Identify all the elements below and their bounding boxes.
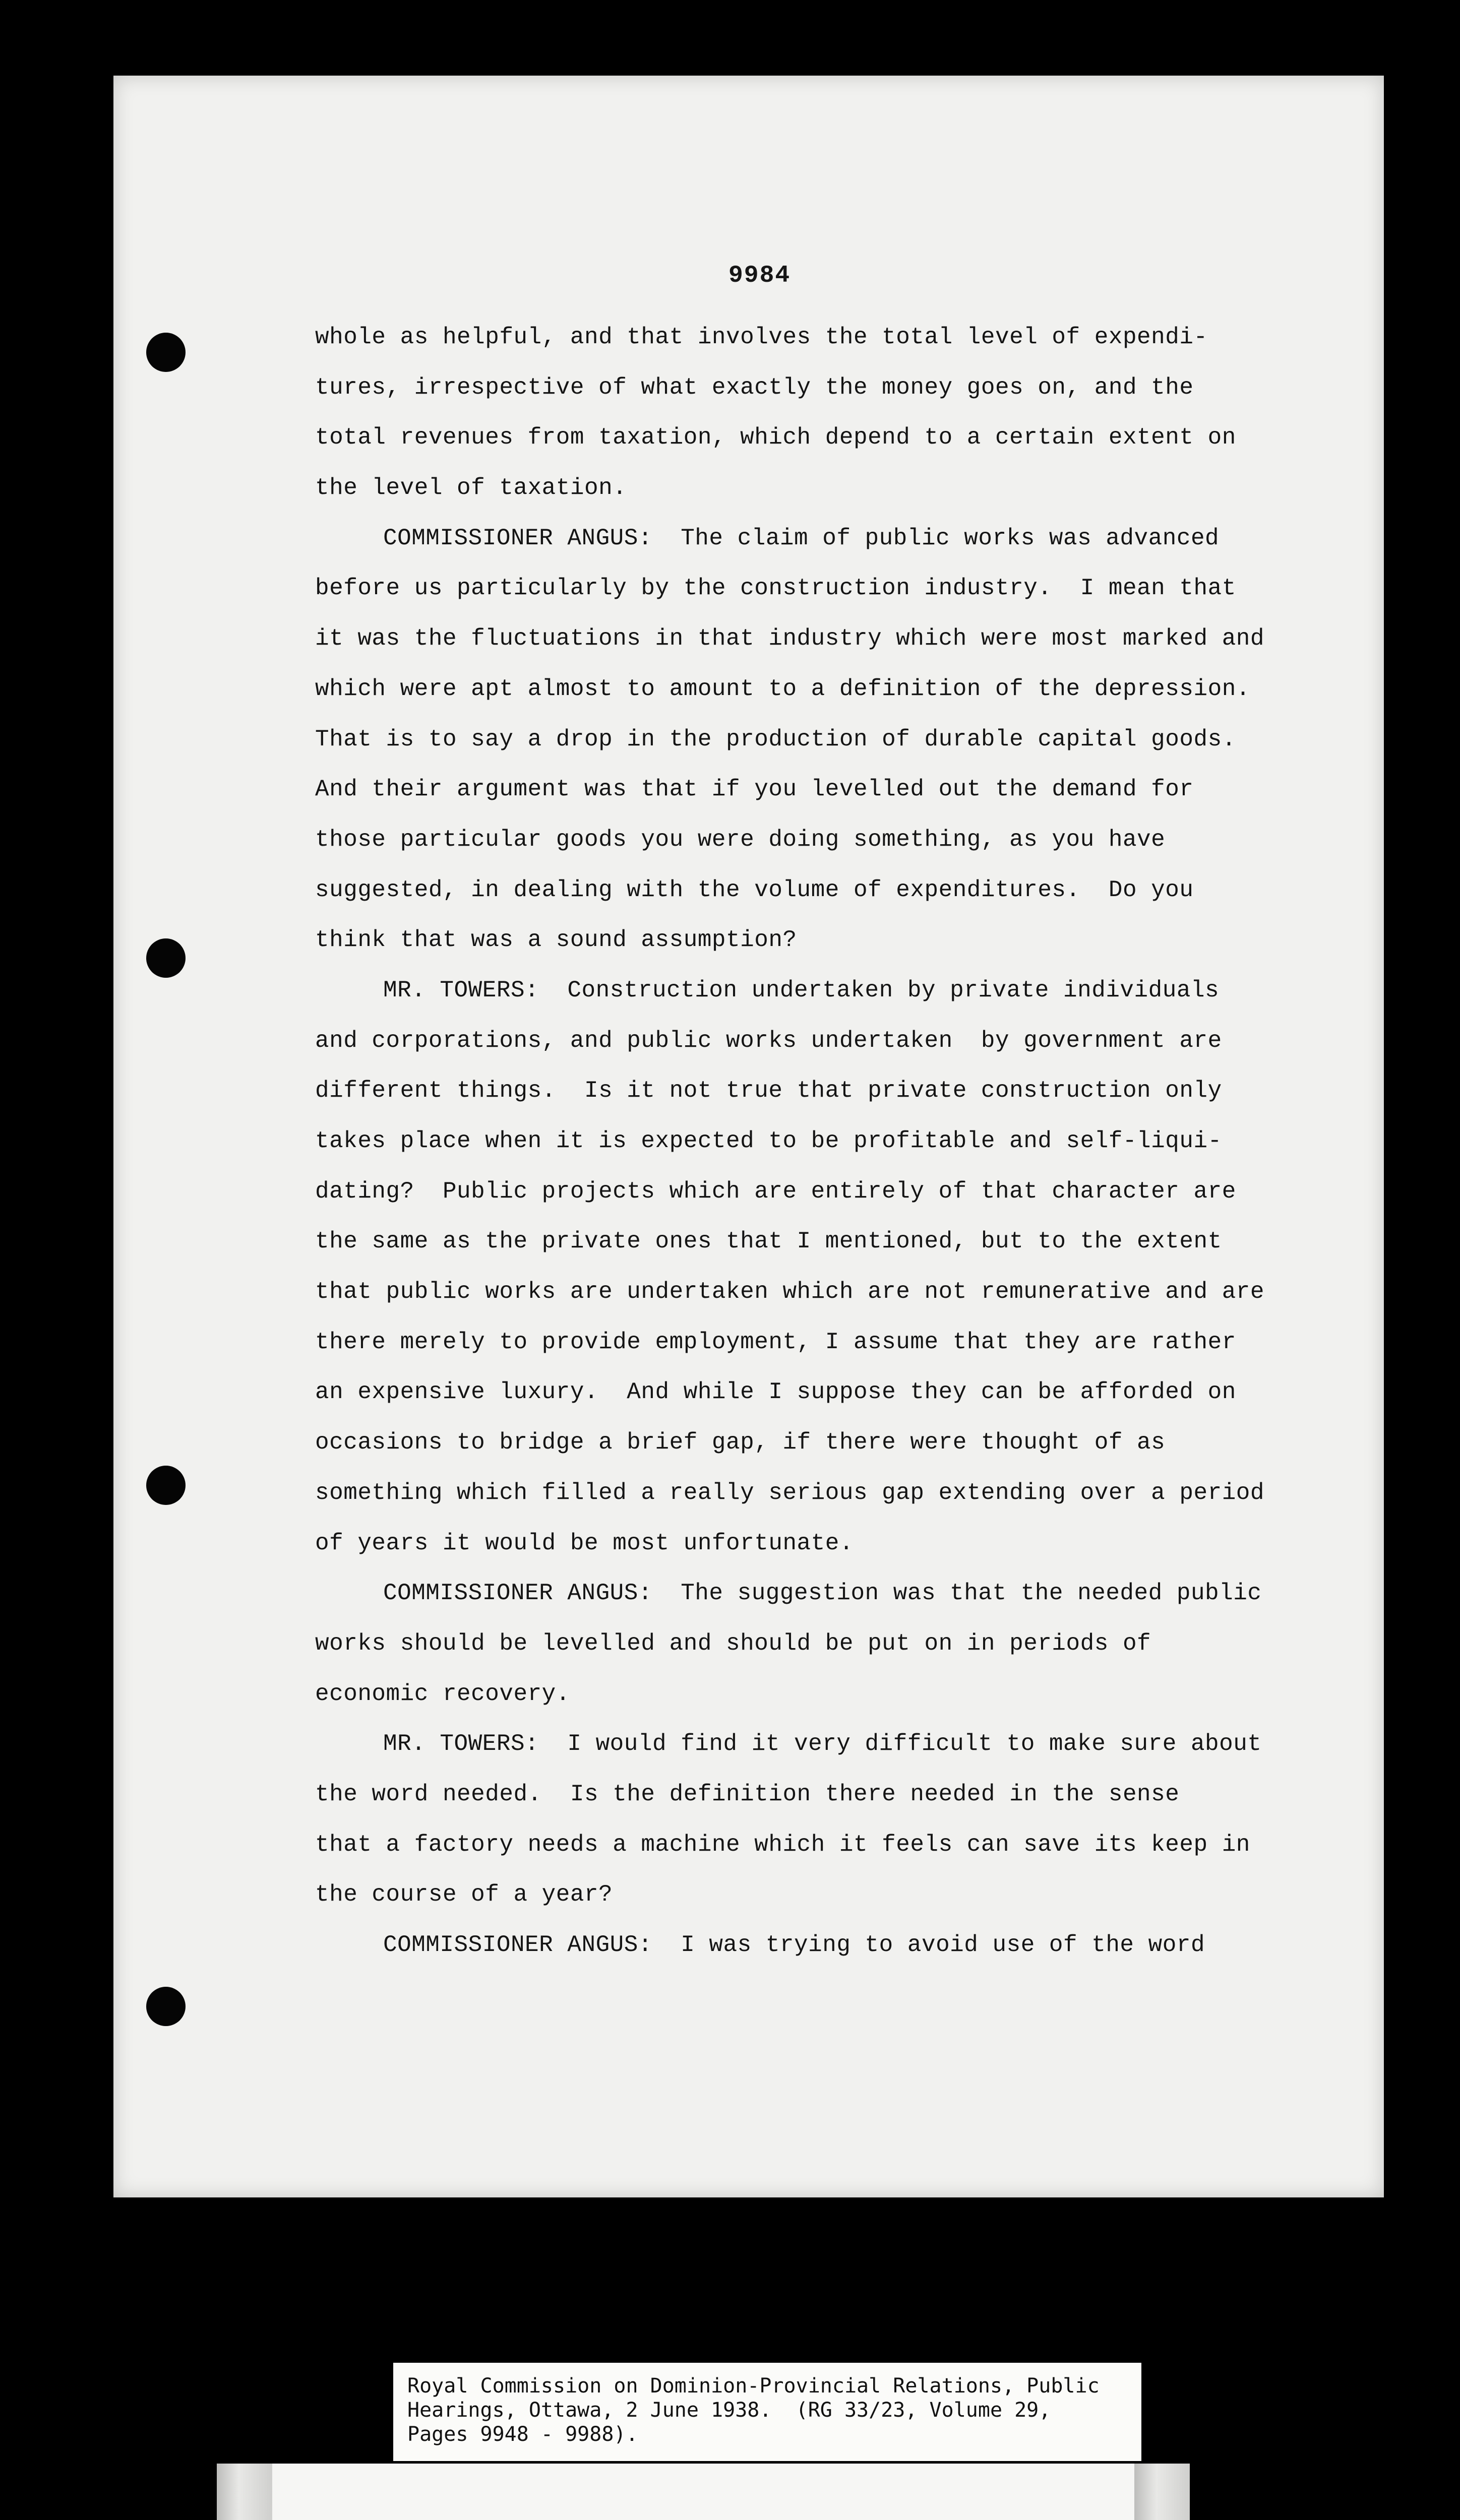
card-clip-left: [217, 2464, 272, 2520]
text-line: occasions to bridge a brief gap, if there were thought of as: [315, 1429, 1166, 1456]
text-line: And their argument was that if you levelled out the demand for: [315, 776, 1194, 803]
text-line: that a factory needs a machine which it feels can save its keep in: [315, 1831, 1250, 1858]
text-line: That is to say a drop in the production of durable capital goods.: [315, 726, 1236, 752]
transcript-text: [315, 312, 1364, 1971]
text-line: before us particularly by the construction industry. I mean that: [315, 575, 1236, 602]
archive-reference-caption: [393, 2363, 1141, 2461]
document-page: [113, 76, 1384, 2197]
caption-line: Pages 9948 - 9988).: [407, 2423, 638, 2446]
text-line: MR. TOWERS: Construction undertaken by private individuals: [383, 977, 1220, 1003]
text-line: different things. Is it not true that private construction only: [315, 1078, 1222, 1104]
text-line: suggested, in dealing with the volume of expenditures. Do you: [315, 876, 1194, 903]
text-line: tures, irrespective of what exactly the money goes on, and the: [315, 374, 1194, 401]
text-line: the course of a year?: [315, 1881, 613, 1908]
punch-hole-2: [146, 938, 186, 978]
text-line: total revenues from taxation, which depend to a certain extent on: [315, 424, 1236, 451]
text-line: there merely to provide employment, I assume that they are rather: [315, 1329, 1236, 1355]
text-line: think that was a sound assumption?: [315, 927, 797, 954]
caption-line: Royal Commission on Dominion-Provincial Relations, Public: [407, 2374, 1100, 2398]
text-line: economic recovery.: [315, 1680, 570, 1707]
text-line: and corporations, and public works undertaken by government are: [315, 1027, 1222, 1054]
text-line: works should be levelled and should be put on in periods of: [315, 1630, 1151, 1657]
text-line: the word needed. Is the definition there needed in the sense: [315, 1781, 1180, 1807]
punch-hole-3: [146, 1466, 186, 1505]
text-line: takes place when it is expected to be profitable and self-liqui-: [315, 1128, 1222, 1154]
text-line: whole as helpful, and that involves the total level of expendi-: [315, 324, 1208, 350]
text-line: MR. TOWERS: I would find it very difficult to make sure about: [383, 1731, 1262, 1757]
text-line: the level of taxation.: [315, 475, 627, 501]
text-line: COMMISSIONER ANGUS: The claim of public works was advanced: [383, 525, 1220, 551]
text-line: those particular goods you were doing something, as you have: [315, 826, 1166, 853]
text-line: that public works are undertaken which are not remunerative and are: [315, 1279, 1265, 1305]
text-line: COMMISSIONER ANGUS: I was trying to avoid use of the word: [383, 1932, 1205, 1958]
text-line: it was the fluctuations in that industry which were most marked and: [315, 625, 1265, 652]
text-line: an expensive luxury. And while I suppose they can be afforded on: [315, 1379, 1236, 1406]
text-line: COMMISSIONER ANGUS: The suggestion was that the needed public: [383, 1580, 1262, 1607]
card-clip-right: [1134, 2464, 1190, 2520]
punch-hole-4: [146, 1987, 186, 2026]
page-number: 9984: [728, 262, 791, 289]
text-line: something which filled a really serious gap extending over a period: [315, 1479, 1265, 1506]
punch-hole-1: [146, 333, 186, 372]
text-line: the same as the private ones that I mentioned, but to the extent: [315, 1228, 1222, 1255]
text-line: dating? Public projects which are entirely of that character are: [315, 1178, 1236, 1205]
archives-stamp-card: [217, 2464, 1190, 2520]
text-line: which were apt almost to amount to a definition of the depression.: [315, 675, 1250, 702]
caption-line: Hearings, Ottawa, 2 June 1938. (RG 33/23, Volume 29,: [407, 2399, 1051, 2422]
text-line: of years it would be most unfortunate.: [315, 1530, 854, 1556]
